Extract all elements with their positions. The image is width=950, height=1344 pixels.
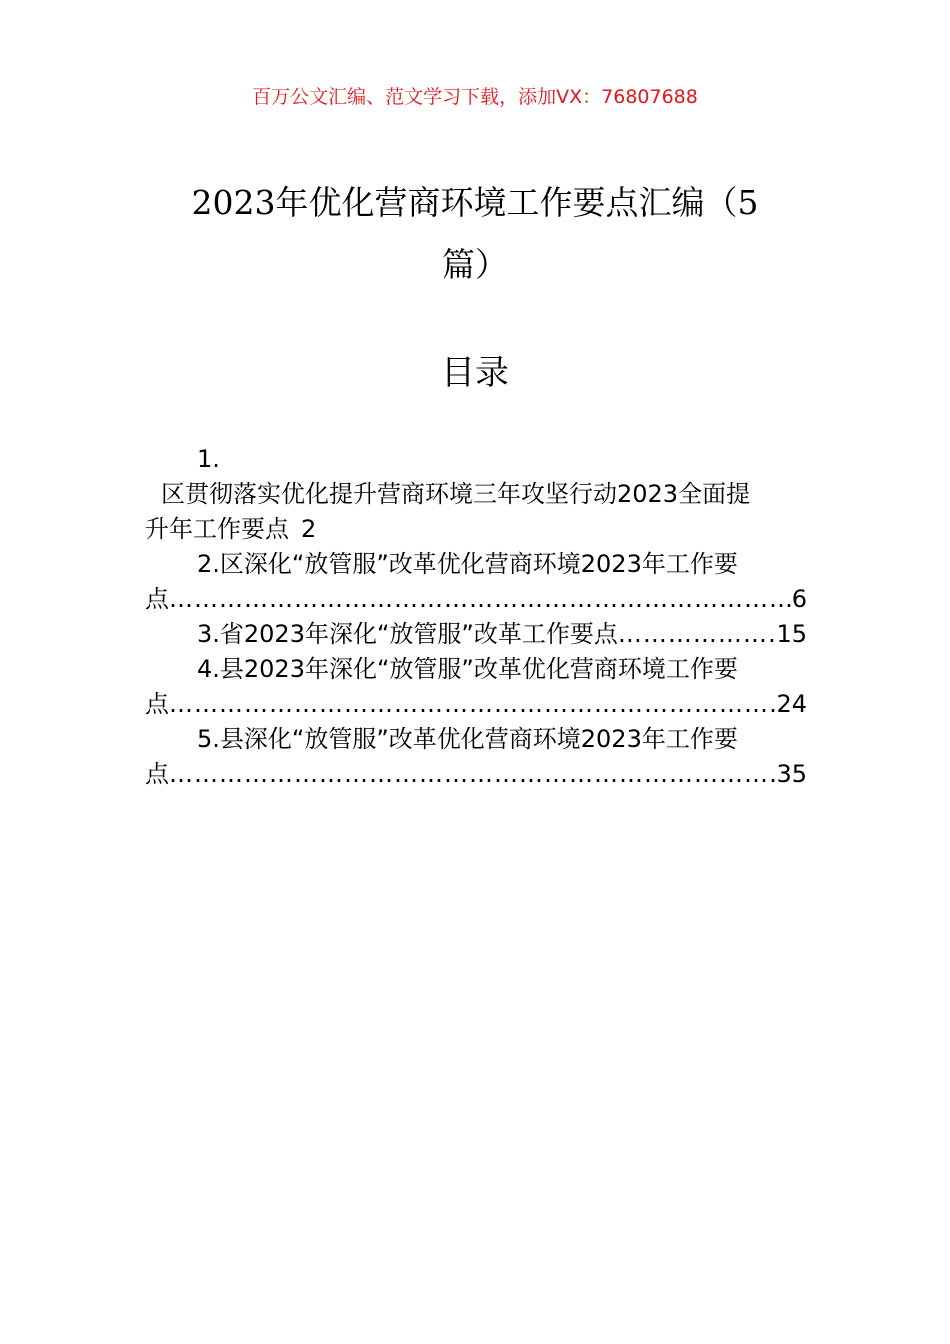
toc-heading: 目录 bbox=[441, 353, 509, 393]
toc-entry-5-leader bbox=[169, 757, 776, 792]
toc-entry-3-leader bbox=[618, 617, 777, 652]
toc-entry-2-leader bbox=[169, 582, 792, 617]
toc-entry-1-page: 2 bbox=[301, 515, 317, 543]
toc-entry-2-line1[interactable]: 2.区深化“放管服”改革优化营商环境2023年工作要 bbox=[197, 550, 738, 578]
toc-entry-2-line2[interactable] bbox=[145, 582, 807, 617]
toc-entry-1-line2[interactable] bbox=[145, 512, 807, 547]
toc-entry-3-line1[interactable] bbox=[145, 617, 807, 652]
toc-entry-1-line1[interactable]: 区贯彻落实优化提升营商环境三年攻坚行动2023全面提 bbox=[161, 480, 751, 508]
toc-entry-3-text: 3.省2023年深化“放管服”改革工作要点 bbox=[197, 620, 618, 648]
toc-entry-4-line1[interactable]: 4.县2023年深化“放管服”改革优化营商环境工作要 bbox=[197, 655, 738, 683]
toc-entry-5-line1[interactable]: 5.县深化“放管服”改革优化营商环境2023年工作要 bbox=[197, 725, 738, 753]
toc-entry-2-text: 点 bbox=[145, 585, 169, 613]
toc-entry-5-text: 点 bbox=[145, 760, 169, 788]
toc-entry-5-line2[interactable] bbox=[145, 757, 807, 792]
toc-entry-3-page: 15 bbox=[776, 620, 807, 648]
toc-entry-4-line2[interactable] bbox=[145, 687, 807, 722]
toc-entry-4-text: 点 bbox=[145, 690, 169, 718]
toc-entry-1-number[interactable]: 1. bbox=[197, 445, 220, 473]
toc-entry-4-page: 24 bbox=[776, 690, 807, 718]
table-of-contents bbox=[145, 442, 807, 792]
toc-entry-4-leader bbox=[169, 687, 776, 722]
toc-entry-2-page: 6 bbox=[791, 585, 807, 613]
toc-entry-5-page: 35 bbox=[776, 760, 807, 788]
document-title: 2023年优化营商环境工作要点汇编（5篇） bbox=[191, 183, 759, 284]
toc-entry-1-text: 升年工作要点 bbox=[145, 515, 289, 543]
watermark-text: 百万公文汇编、范文学习下载，添加VX：76807688 bbox=[252, 86, 698, 108]
